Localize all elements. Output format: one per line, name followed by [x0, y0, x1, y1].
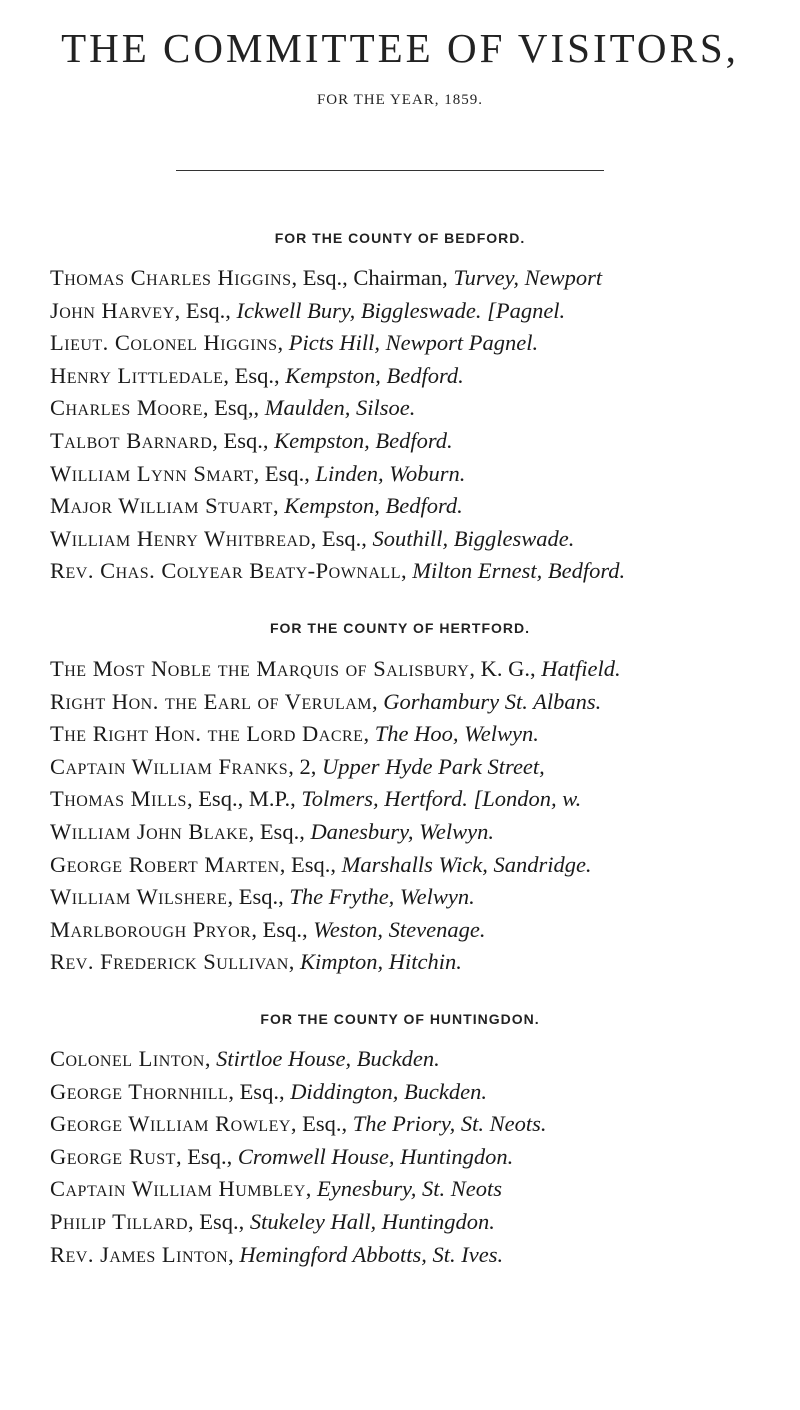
visitor-title: , Esq., — [251, 916, 314, 942]
section-list-hertford — [50, 653, 790, 979]
list-item — [50, 1141, 790, 1174]
visitor-title: , — [288, 949, 301, 975]
visitor-name: William Wilshere — [50, 884, 228, 910]
visitor-location: Tolmers, Hertford. [London, w. — [301, 786, 582, 812]
visitor-location: Hatfield. — [541, 656, 621, 681]
section-heading-hertford: FOR THE COUNTY OF HERTFORD. — [269, 620, 531, 636]
visitor-title: , — [372, 688, 384, 714]
list-item — [50, 392, 790, 425]
list-item — [50, 653, 790, 686]
visitor-name: Lieut. Colonel Higgins — [50, 330, 278, 356]
visitor-title: , Esq., — [174, 297, 237, 323]
page-title: THE COMMITTEE OF VISITORS, — [61, 25, 739, 71]
visitor-name: Rev. James Linton — [50, 1241, 229, 1267]
section-heading-bedford: FOR THE COUNTY OF BEDFORD. — [274, 230, 526, 246]
visitor-title: , — [272, 493, 285, 519]
visitor-location: Hemingford Abbotts, St. Ives. — [239, 1241, 504, 1267]
visitor-location: Danesbury, Welwyn. — [310, 818, 494, 844]
section-list-bedford — [50, 262, 790, 588]
list-item — [50, 458, 790, 491]
divider-rule — [176, 170, 604, 171]
list-item — [50, 751, 790, 784]
visitor-location: Milton Ernest, Bedford. — [412, 558, 626, 584]
visitor-name: Colonel Linton — [50, 1046, 205, 1071]
visitor-name: Marlborough Pryor — [50, 916, 252, 942]
visitor-location: Marshalls Wick, Sandridge. — [341, 851, 592, 877]
visitor-name: Philip Tillard — [50, 1208, 189, 1234]
visitor-name: Rev. Chas. Colyear Beaty-Pownall — [50, 558, 401, 584]
list-item — [50, 1173, 790, 1206]
section-heading-huntingdon: FOR THE COUNTY OF HUNTINGDON. — [260, 1011, 540, 1027]
visitor-title: , Esq., — [228, 1078, 291, 1104]
visitor-title: , Esq,, — [202, 395, 265, 421]
visitor-name: Rev. Frederick Sullivan — [50, 949, 289, 975]
visitor-name: George Rust — [50, 1143, 176, 1169]
visitor-name: The Most Noble the Marquis of Salisbury — [50, 656, 470, 681]
visitor-title: , Esq., — [248, 818, 311, 844]
visitor-title: , Esq., — [290, 1111, 353, 1137]
visitor-location: The Hoo, Welwyn. — [374, 721, 539, 747]
visitor-name: William John Blake — [50, 818, 249, 844]
visitor-location: Kempston, Bedford. — [274, 427, 453, 453]
visitor-location: The Priory, St. Neots. — [352, 1111, 547, 1137]
visitor-title: , Esq., — [212, 427, 275, 453]
list-item — [50, 686, 790, 719]
list-item — [50, 849, 790, 882]
visitor-location: Kempston, Bedford. — [284, 493, 463, 519]
visitor-location: The Frythe, Welwyn. — [289, 884, 475, 910]
visitor-location: Diddington, Buckden. — [290, 1078, 488, 1104]
visitor-title: , Esq., — [175, 1143, 238, 1169]
visitor-title: , — [305, 1176, 318, 1202]
list-item — [50, 881, 790, 914]
visitor-title: , Esq., — [188, 1208, 250, 1234]
visitor-location: Kempston, Bedford. — [285, 362, 464, 388]
list-item — [50, 914, 790, 947]
visitor-title: , Esq., — [227, 884, 290, 910]
list-item — [50, 1239, 790, 1272]
visitor-name: Thomas Mills — [50, 786, 187, 812]
page-subtitle: FOR THE YEAR, 1859. — [316, 92, 484, 108]
visitor-name: The Right Hon. the Lord Dacre — [50, 721, 364, 747]
visitor-location: Kimpton, Hitchin. — [300, 949, 462, 975]
visitor-location: Linden, Woburn. — [315, 460, 466, 486]
visitor-name: Talbot Barnard — [50, 427, 213, 453]
visitor-location: Eynesbury, St. Neots — [317, 1176, 502, 1202]
list-item — [50, 523, 790, 556]
list-item — [50, 555, 790, 588]
list-item — [50, 1206, 790, 1239]
visitor-title: , Esq., — [223, 362, 286, 388]
visitor-title: , — [204, 1046, 217, 1071]
visitor-location: Maulden, Silsoe. — [264, 395, 416, 421]
visitor-title: , — [228, 1241, 240, 1267]
visitor-location: Ickwell Bury, Biggleswade. [Pagnel. — [236, 297, 566, 323]
visitor-location: Gorhambury St. Albans. — [383, 688, 602, 714]
visitor-name: George William Rowley — [50, 1111, 291, 1137]
visitor-location: Stirtloe House, Buckden. — [216, 1046, 440, 1071]
visitor-name: Right Hon. the Earl of Verulam — [50, 688, 373, 714]
visitor-name: Captain William Franks — [50, 753, 289, 779]
visitor-title: , Esq., — [310, 525, 373, 551]
visitor-name: Charles Moore — [50, 395, 203, 421]
visitor-title: , Esq., — [253, 460, 316, 486]
visitor-location: Turvey, Newport — [453, 265, 603, 290]
visitor-title: , — [363, 721, 375, 747]
list-item — [50, 718, 790, 751]
list-item — [50, 327, 790, 360]
list-item — [50, 262, 790, 295]
visitor-name: George Thornhill — [50, 1078, 229, 1104]
visitor-title: , — [400, 558, 413, 584]
visitor-name: Thomas Charles Higgins — [50, 265, 292, 290]
visitor-title: , K. G., — [469, 656, 542, 681]
visitor-name: Captain William Humbley — [50, 1176, 306, 1202]
visitor-location: Weston, Stevenage. — [313, 916, 486, 942]
visitor-name: George Robert Marten — [50, 851, 280, 877]
list-item — [50, 816, 790, 849]
list-item — [50, 946, 790, 979]
visitor-name: William Henry Whitbread — [50, 525, 311, 551]
visitor-location: Picts Hill, Newport Pagnel. — [288, 330, 539, 356]
visitor-title: , Esq., Chairman, — [291, 265, 454, 290]
visitor-name: John Harvey — [50, 297, 175, 323]
section-list-huntingdon — [50, 1043, 790, 1271]
visitor-location: Southill, Biggleswade. — [372, 525, 575, 551]
visitor-title: , Esq., M.P., — [186, 786, 302, 812]
visitor-location: Cromwell House, Huntingdon. — [237, 1143, 514, 1169]
visitor-title: , — [277, 330, 289, 356]
visitor-location: Stukeley Hall, Huntingdon. — [249, 1208, 495, 1234]
visitor-name: Major William Stuart — [50, 493, 273, 519]
list-item — [50, 1076, 790, 1109]
visitor-name: Henry Littledale — [50, 362, 224, 388]
list-item — [50, 783, 790, 816]
list-item — [50, 360, 790, 393]
visitor-name: William Lynn Smart — [50, 460, 254, 486]
visitor-location: Upper Hyde Park Street, — [321, 753, 545, 779]
visitor-title: , 2, — [288, 753, 322, 779]
list-item — [50, 490, 790, 523]
list-item — [50, 425, 790, 458]
list-item — [50, 1043, 790, 1076]
visitor-title: , Esq., — [279, 851, 342, 877]
list-item — [50, 1108, 790, 1141]
list-item — [50, 295, 790, 328]
